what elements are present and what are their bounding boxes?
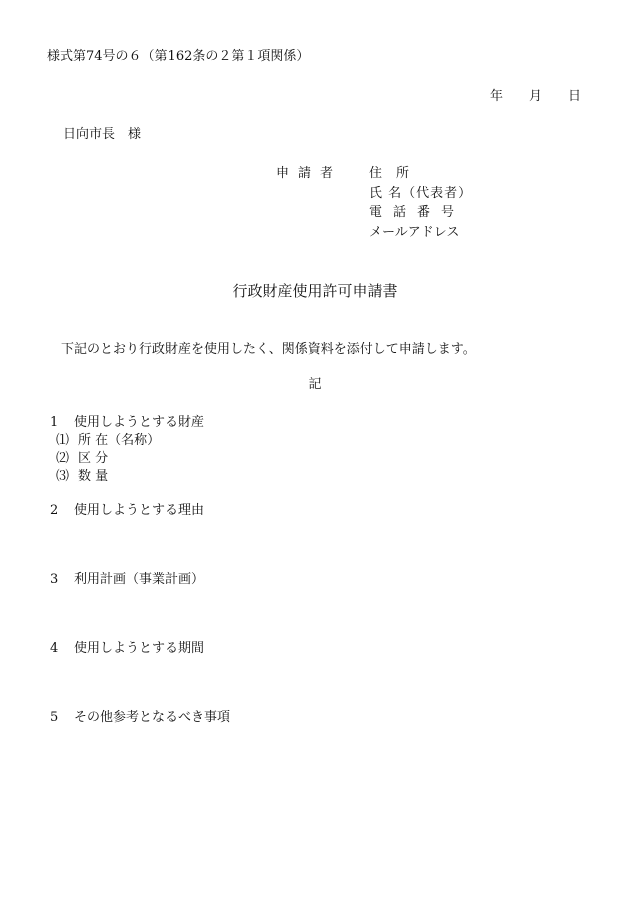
section-1-item-2 bbox=[56, 451, 108, 467]
section-label: 使用しようとする財産 bbox=[74, 415, 205, 430]
ki-heading: 記 bbox=[308, 377, 322, 392]
date-year: 年 bbox=[490, 89, 504, 104]
section-label: 利用計画（事業計画） bbox=[74, 572, 205, 587]
applicant-email-label: メールアドレス bbox=[369, 224, 460, 240]
applicant-fields bbox=[369, 166, 472, 244]
applicant-label: 申請者 bbox=[276, 166, 343, 181]
section-4 bbox=[50, 641, 204, 657]
section-3 bbox=[50, 572, 204, 588]
applicant-phone-label: 電話番号 bbox=[369, 205, 466, 220]
item-marker: ⑶ bbox=[56, 469, 70, 484]
section-number: 1 bbox=[50, 415, 59, 430]
item-label: 所 在（名称） bbox=[78, 433, 161, 448]
section-label: 使用しようとする期間 bbox=[74, 641, 205, 656]
form-number: 様式第74号の６（第162条の２第１項関係） bbox=[47, 49, 310, 64]
document-title: 行政財産使用許可申請書 bbox=[232, 282, 398, 300]
section-5 bbox=[50, 710, 230, 726]
section-number: 2 bbox=[50, 503, 59, 518]
applicant-address-label: 住所 bbox=[369, 166, 424, 181]
section-label: その他参考となるべき事項 bbox=[74, 710, 231, 725]
section-1-item-1 bbox=[56, 433, 160, 449]
section-number: 3 bbox=[50, 572, 59, 587]
section-number: 4 bbox=[50, 641, 59, 656]
section-number: 5 bbox=[50, 710, 59, 725]
date-month: 月 bbox=[529, 89, 543, 104]
section-1-item-3 bbox=[56, 469, 108, 485]
addressee: 日向市長 様 bbox=[63, 127, 142, 142]
intro-text: 下記のとおり行政財産を使用したく、関係資料を添付して申請します。 bbox=[61, 342, 476, 357]
section-label: 使用しようとする理由 bbox=[74, 503, 205, 518]
item-label: 区 分 bbox=[78, 451, 109, 466]
date-line bbox=[490, 89, 581, 105]
item-marker: ⑵ bbox=[56, 451, 70, 466]
section-1 bbox=[50, 415, 204, 431]
applicant-name-label: 氏 名（代表者） bbox=[369, 185, 473, 201]
item-label: 数 量 bbox=[78, 469, 109, 484]
date-day: 日 bbox=[568, 89, 582, 104]
section-2 bbox=[50, 503, 204, 519]
item-marker: ⑴ bbox=[56, 433, 70, 448]
